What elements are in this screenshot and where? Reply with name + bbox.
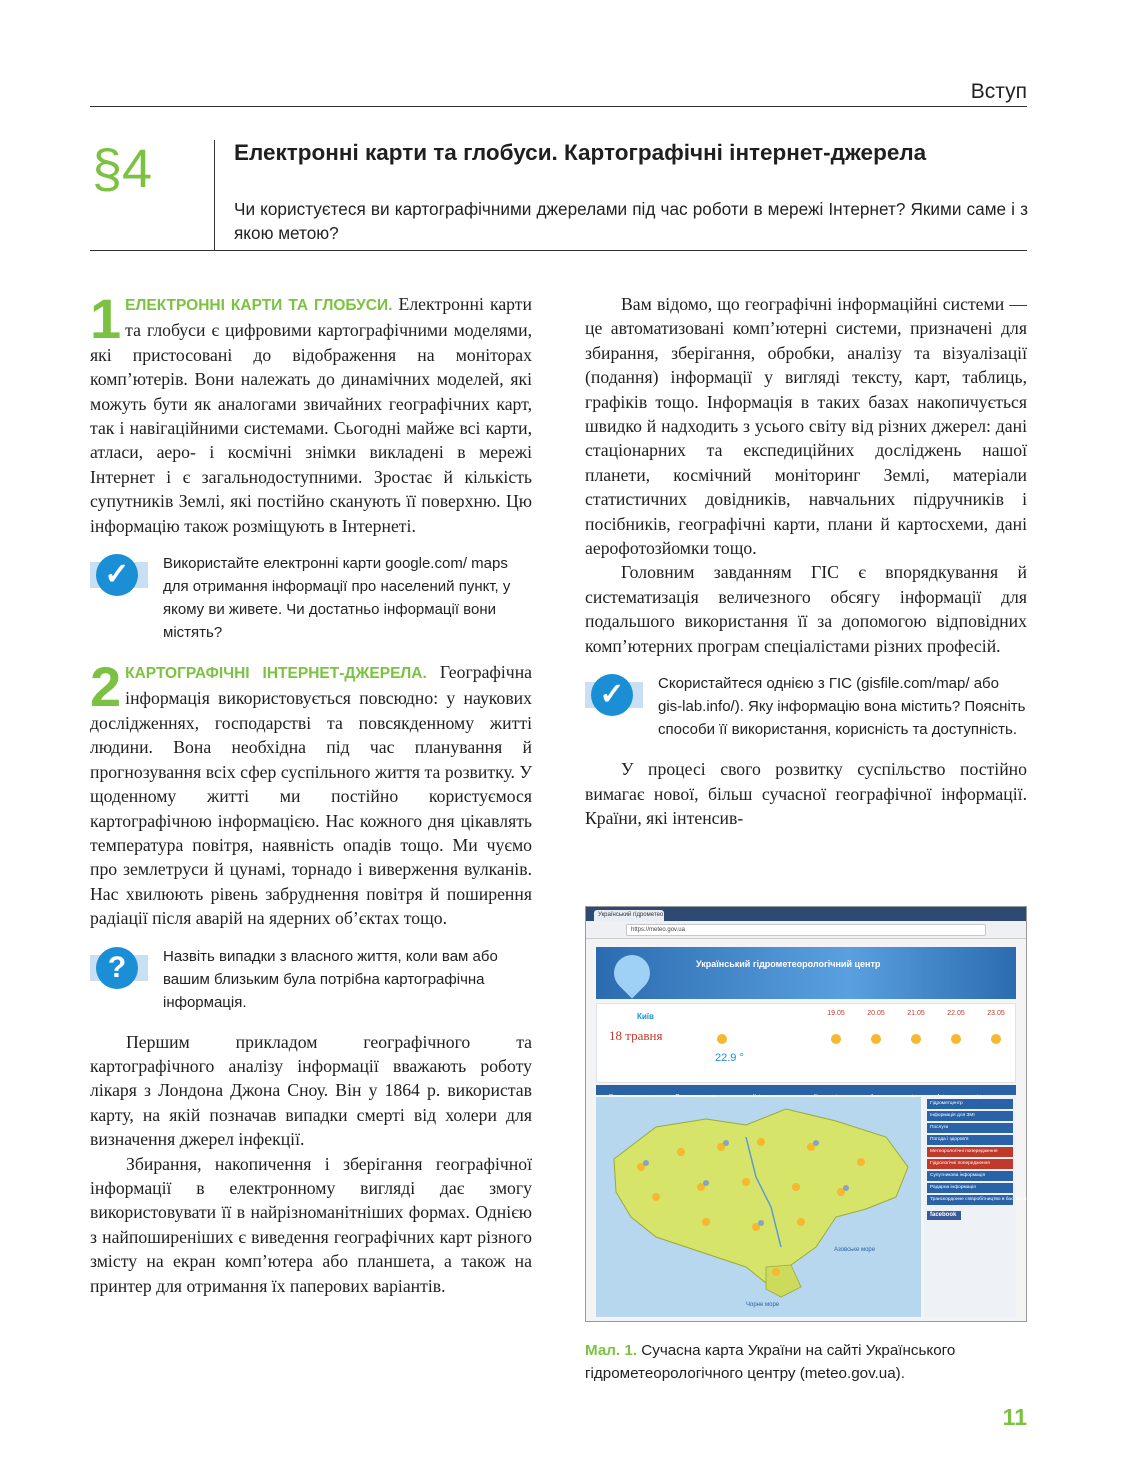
site-title: Український гідрометеорологічний центр <box>696 959 881 969</box>
forecast-day: 21.05 <box>907 1010 925 1017</box>
right-column <box>585 292 1027 830</box>
subsection-number: 2 <box>90 655 122 719</box>
check-icon: ✓ <box>585 674 643 716</box>
task-block <box>90 945 532 1014</box>
subsection-text: Електронні карти та глобуси є цифровими картографічними моделями, які пристосовані до відображення на моніторах комп’ютерів. Вони належать до динамічних моделей, які можуть бути як аналогами звичайних географічних карт, так і навігаційними системами. Сьогодні майже всі карти, атласи, аеро- і космічні знімки викладені в мережі Інтернет і є загальнодоступними. Зростає й кількість супутників Землі, які постійно сканують її поверхню. Цю інформацію також розміщують в Інтернеті. <box>90 294 532 536</box>
subsection-2 <box>90 655 533 930</box>
subsection-heading: КАРТОГРАФІЧНІ ІНТЕРНЕТ-ДЖЕРЕЛА. <box>125 665 427 683</box>
forecast-days <box>819 1010 1013 1078</box>
paragraph: Збирання, накопичення і зберігання географічної інформації в електронному вигляді дає змогу використовувати її в найрізноманітніших формах. Однією з найпоширеніших є виведення географічних карт різного змісту на екран комп’ютера або планшета, а також на принтер для отримання їх паперових варіантів. <box>90 1153 532 1296</box>
ukraine-map-graphic <box>596 1097 921 1317</box>
paragraph: Вам відомо, що географічні інформаційні системи — це автоматизовані комп’ютерні системи, призначені для збирання, зберігання, обробки, аналізу та візуалізації (подання) інформації у вигляді тексту, карт, таблиць, графіків тощо. Інформація в таких базах накопичується швидко й надходить з усього світу від різних джерел: дані стаціонарних та експедиційних досліджень нашої планети, космічний моніторинг Землі, матеріали статистичних довідників, навчальних підручників і посібників, географічні карти, плани й картосхеми, дані аерофотозйомки тощо. <box>585 294 1027 559</box>
sidebar-item[interactable]: Погода і здоров'я <box>927 1135 1013 1145</box>
paragraph: У процесі свого розвитку суспільство постійно вимагає нової, більш сучасної географічної інформації. Країни, які інтенсив- <box>585 759 1027 828</box>
browser-url: https://meteo.gov.ua <box>626 924 986 936</box>
site-nav <box>596 1085 1016 1095</box>
subsection-number: 1 <box>90 287 122 350</box>
sun-icon <box>717 1034 727 1044</box>
check-icon: ✓ <box>90 554 148 596</box>
forecast-day: 22.05 <box>947 1010 965 1017</box>
sidebar-item[interactable]: Інформація для ЗМІ <box>927 1111 1013 1121</box>
left-column <box>90 287 533 1298</box>
sidebar-item-warning[interactable]: Гідрологічні попередження <box>927 1159 1013 1169</box>
sidebar-item[interactable]: Послуги <box>927 1123 1013 1133</box>
weather-city: Київ <box>637 1012 654 1021</box>
forecast-day: 19.05 <box>827 1010 845 1017</box>
sun-icon <box>831 1034 841 1044</box>
sidebar-item[interactable]: Радарна інформація <box>927 1183 1013 1193</box>
caption-label: Мал. 1. <box>585 1342 638 1359</box>
section-question: Чи користуєтеся ви картографічними джерелами під час роботи в мережі Інтернет? Якими саме і з якою метою? <box>234 199 1028 243</box>
browser-toolbar <box>586 921 1026 939</box>
drop-logo-icon <box>607 948 658 999</box>
sun-icon <box>871 1034 881 1044</box>
bottom-rule <box>90 250 1027 251</box>
ukraine-weather-map <box>596 1097 921 1317</box>
section-divider <box>214 140 215 250</box>
sidebar-item[interactable]: Супутникова інформація <box>927 1171 1013 1181</box>
sun-icon <box>951 1034 961 1044</box>
question-icon: ? <box>90 947 148 989</box>
browser-tab: Український гідрометео <box>594 910 664 921</box>
task-text: Назвіть випадки з власного життя, коли вам або вашим близьким була потрібна картографічна інформація. <box>163 947 498 1011</box>
map-label-black-sea: Чорне море <box>746 1302 780 1308</box>
paragraph: Першим прикладом географічного та картографічного аналізу інформації вважають роботу лікаря з Лондона Джона Сноу. Він у 1864 р. використав карту, на якій позначав випадки смерті від холери для визначення джерел інфекції. <box>90 1031 532 1150</box>
task-block <box>90 552 532 644</box>
section-number: §4 <box>92 139 153 199</box>
forecast-day: 20.05 <box>867 1010 885 1017</box>
weather-date: 18 травня <box>609 1028 663 1043</box>
sun-icon <box>911 1034 921 1044</box>
figure-website-screenshot <box>585 906 1047 1322</box>
sidebar-item[interactable]: Гідрометцентр <box>927 1099 1013 1109</box>
caption-text: Сучасна карта України на сайті Українського гідрометеорологічного центру (meteo.gov.ua). <box>585 1342 956 1382</box>
paragraph: Головним завданням ГІС є впорядкування й систематизація величезного обсягу інформації для подальшого використання її за допомогою відповідних комп’ютерних програм спеціалістами різних професій. <box>585 562 1027 656</box>
map-label-azov: Азовське море <box>834 1247 876 1253</box>
site-sidebar <box>924 1097 1047 1317</box>
page-number: 11 <box>1002 1404 1027 1430</box>
browser-titlebar <box>586 907 1026 921</box>
facebook-button[interactable]: facebook <box>927 1211 961 1220</box>
task-text: Скористайтеся однією з ГІС (gisfile.com/map/ або gis-lab.info/). Яку інформацію вона містить? Поясніть способи її використання, корисність та доступність. <box>658 675 1026 739</box>
subsection-1 <box>90 287 532 538</box>
weather-panel <box>596 1003 1016 1083</box>
task-text: Використайте електронні карти google.com/ maps для отримання інформації про населений пункт, у якому ви живете. Чи достатньо інформації вони містять? <box>163 555 511 642</box>
sidebar-item[interactable]: Транскордонне співробітництво в басейні р. Дністер <box>927 1195 1013 1205</box>
subsection-text: Географічна інформація використовується повсюдно: у наукових дослідженнях, господарстві та повсякденному житті людини. Вона необхідна під час планування й прогнозування всіх сфер суспільного життя та розвитку. У щоденному житті ми постійно користуємося картографічною інформацією. Нас кожного дня цікавлять температура повітря, наявність опадів тощо. Ми чуємо про землетруси й цунамі, торнадо і виверження вулканів. Нас хвилюють рівень забруднення повітря й поширення радіації після аварій на ядерних об’єктах тощо. <box>90 662 533 929</box>
top-rule <box>90 106 1027 107</box>
figure-caption <box>585 1339 1027 1385</box>
forecast-day: 23.05 <box>987 1010 1005 1017</box>
subsection-heading: ЕЛЕКТРОННІ КАРТИ ТА ГЛОБУСИ. <box>125 297 393 314</box>
site-banner <box>596 947 1016 999</box>
section-title: Електронні карти та глобуси. Картографічні інтернет-джерела <box>234 140 927 165</box>
weather-temperature: 22.9 ° <box>715 1052 744 1064</box>
sun-icon <box>991 1034 1001 1044</box>
task-block <box>585 672 1027 741</box>
sidebar-item-warning[interactable]: Метеорологічні попередження <box>927 1147 1013 1157</box>
running-header: Вступ <box>970 80 1027 103</box>
